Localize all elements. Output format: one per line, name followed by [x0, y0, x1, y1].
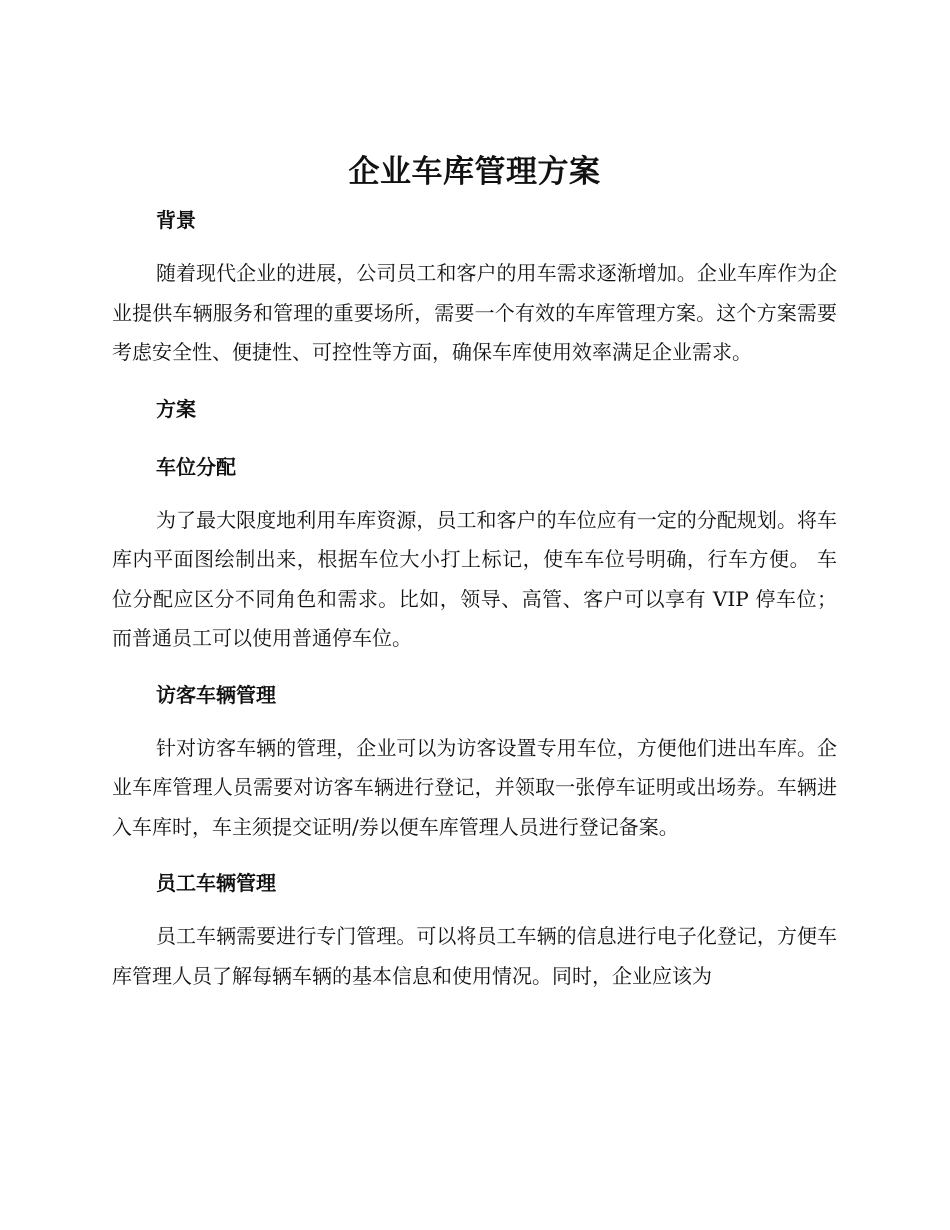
document-page — [112, 148, 837, 996]
paragraph-employee-vehicles: 员工车辆需要进行专门管理。可以将员工车辆的信息进行电子化登记，方便车库管理人员了解每辆车辆的基本信息和使用情况。同时，企业应该为 — [112, 924, 837, 988]
heading-plan: 方案 — [156, 396, 196, 421]
paragraph-background: 随着现代企业的进展，公司员工和客户的用车需求逐渐增加。企业车库作为企业提供车辆服务和管理的重要场所，需要一个有效的车库管理方案。这个方案需要考虑安全性、便捷性、可控性等方面，确保车库使用效率满足企业需求。 — [112, 261, 837, 364]
paragraph-visitor-vehicles: 针对访客车辆的管理，企业可以为访客设置专用车位，方便他们进出车库。企业车库管理人员需要对访客车辆进行登记，并领取一张停车证明或出场券。车辆进入车库时，车主须提交证明/券以便车库管理人员进行登记备案。 — [112, 735, 837, 839]
paragraph-parking-allocation: 为了最大限度地利用车库资源，员工和客户的车位应有一定的分配规划。将车库内平面图绘制出来，根据车位大小打上标记，使车车位号明确，行车方便。 车位分配应区分不同角色和需求。比如，领导、高管、客户可以享有 VIP 停车位；而普通员工可以使用普通停车位。 — [112, 507, 837, 650]
document-title: 企业车库管理方案 — [348, 154, 601, 190]
heading-background: 背景 — [156, 208, 196, 232]
heading-parking-allocation: 车位分配 — [156, 454, 236, 479]
heading-employee-vehicles: 员工车辆管理 — [156, 871, 276, 895]
heading-visitor-vehicles: 访客车辆管理 — [156, 682, 276, 707]
